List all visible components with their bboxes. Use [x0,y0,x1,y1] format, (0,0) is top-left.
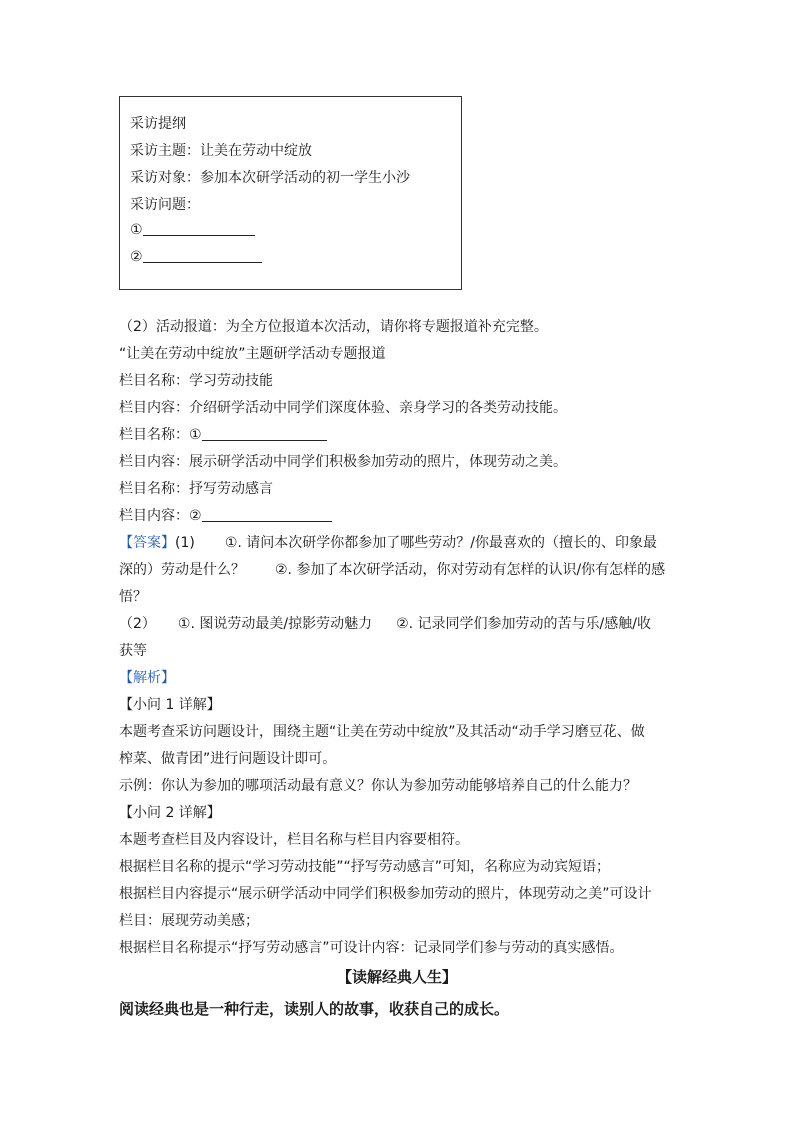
answer-q1-cont: 深的）劳动是什么？ [119,562,245,578]
column3-content-label: 栏目内容：② [119,508,202,524]
section-intro: 阅读经典也是一种行走，读别人的故事，收获自己的成长。 [119,1000,510,1018]
column2-name-label: 栏目名称：① [119,427,202,443]
outline-question-2 [130,248,262,265]
answer-q2: ②. 参加了本次研学活动，你对劳动有怎样的认识/你有怎样的感 [275,562,666,578]
column3-content [119,505,332,525]
answer-part2-label: （2） [119,616,156,632]
column3-content-blank[interactable] [202,507,332,522]
analysis-p3: 本题考查栏目及内容设计，栏目名称与栏目内容要相符。 [119,832,469,848]
answer-line-1 [119,532,657,552]
analysis-p1b: 榨菜、做青团”进行问题设计即可。 [119,751,337,767]
answer-line-2 [119,559,665,579]
analysis-p4: 根据栏目名称的提示“学习劳动技能”“抒写劳动感言”可知，名称应为动宾短语； [119,859,611,875]
part2-intro: （2）活动报道：为全方位报道本次活动，请你将专题报道补充完整。 [119,319,548,335]
answer-q1: ①. 请问本次研学你都参加了哪些劳动？/你最喜欢的（擅长的、印象最 [224,535,658,551]
question-2-mark: ② [130,249,143,265]
column1-content: 栏目内容：介绍研学活动中同学们深度体验、亲身学习的各类劳动技能。 [119,400,567,416]
column1-name: 栏目名称：学习劳动技能 [119,373,273,389]
answer-line-4 [119,613,651,633]
report-title: “让美在劳动中绽放”主题研学活动专题报道 [119,346,386,362]
sub-question-1-heading: 【小问 1 详解】 [119,697,221,713]
interview-outline-box [119,96,462,290]
outline-questions-label: 采访问题： [130,197,200,213]
question-1-mark: ① [130,222,143,238]
outline-target: 采访对象：参加本次研学活动的初一学生小沙 [130,170,410,186]
outline-theme: 采访主题：让美在劳动中绽放 [130,143,312,159]
section-heading: 【读解经典人生】 [336,968,457,986]
analysis-p5: 根据栏目内容提示“展示研学活动中同学们积极参加劳动的照片，体现劳动之美”可设计 [119,886,652,902]
outline-title: 采访提纲 [130,116,186,132]
question-2-blank[interactable] [143,248,262,263]
sub-question-2-heading: 【小问 2 详解】 [119,805,221,821]
column2-name-blank[interactable] [202,426,327,441]
answer-p2-q1: ①. 图说劳动最美/掠影劳动魅力 [177,616,373,632]
outline-question-1 [130,221,255,238]
column3-name: 栏目名称：抒写劳动感言 [119,481,273,497]
analysis-p1: 本题考查采访问题设计，围绕主题“让美在劳动中绽放”及其活动“动手学习磨豆花、做 [119,724,645,740]
analysis-p6: 根据栏目名称提示“抒写劳动感言”可设计内容：记录同学们参与劳动的真实感悟。 [119,940,624,956]
column2-content: 栏目内容：展示研学活动中同学们积极参加劳动的照片，体现劳动之美。 [119,454,567,470]
analysis-p2: 示例：你认为参加的哪项活动最有意义？你认为参加劳动能够培养自己的什么能力？ [119,778,637,794]
answer-part1-label: (1) [175,535,195,551]
analysis-tag: 【解析】 [119,670,175,686]
column2-name [119,424,327,444]
answer-p2-q2: ②. 记录同学们参加劳动的苦与乐/感触/收 [396,616,651,632]
answer-tag: 【答案】 [119,535,175,551]
answer-line-3: 悟？ [119,589,147,605]
answer-line-5: 获等 [119,643,147,659]
analysis-p5b: 栏目：展现劳动美感； [119,913,259,929]
question-1-blank[interactable] [143,221,255,236]
